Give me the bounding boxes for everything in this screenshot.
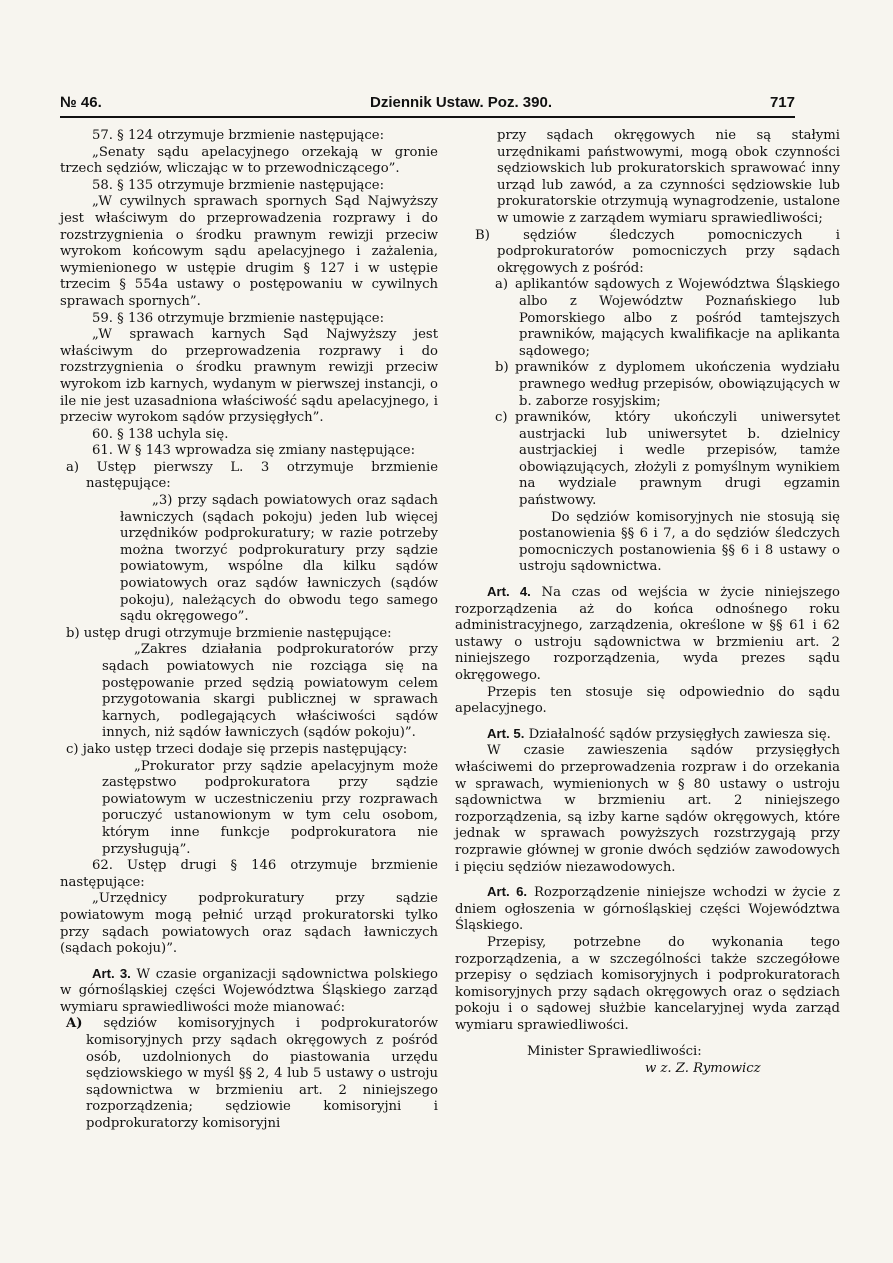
point-61-c-text: „Prokurator przy sądzie apelacyjnym może zastępstwo podprokuratora przy sądzie powiatowym w uczestniczeniu przy rozprawach poruczyć ustanowionym w tym celu osobom, którym inne funkcje podprokuratora nie przysługują”. bbox=[102, 758, 438, 857]
article-4-b: Przepis ten stosuje się odpowiednio do sądu apelacyjnego. bbox=[455, 684, 840, 717]
point-60: 60. § 138 uchyla się. bbox=[92, 426, 229, 442]
article-5 bbox=[455, 726, 840, 744]
article-3 bbox=[60, 966, 438, 1017]
article-3-b-list bbox=[455, 277, 840, 576]
article-3-a-text: sędziów komisoryjnych i podprokuratorów komisoryjnych przy sądach okręgowych z pośród osób, uzdolnionych do piastowania urzędu sędziowskiego w myśl §§ 2, 4 lub 5 ustawy o ustroju sądownictwa w brzmieniu art. 2 niniejszego rozporządzenia; sędziowie komisoryjni i podprokuratorzy komisoryjni bbox=[86, 1016, 438, 1132]
b-a-text: aplikantów sądowych z Województwa Śląskiego albo z Województw Poznańskiego lub Pomorskiego albo z pośród tamtejszych prawników, mających kwalifikacje na aplikanta sądowego; bbox=[515, 277, 840, 359]
point-58-text: „W cywilnych sprawach spornych Sąd Najwyższy jest właściwym do przeprowadzenia rozprawy i do rozstrzygnienia o środku prawnym rewizji przeciw wyrokom końcowym sądu apelacyjnego i zażalenia, wymienionego w ustępie drugim § 127 i w ustępie trzecim § 554a ustawy o postępowaniu w cywilnych sprawach spornych”. bbox=[60, 194, 438, 309]
page-header bbox=[60, 94, 795, 114]
article-6-text: Rozporządzenie niniejsze wchodzi w życie z dniem ogłoszenia w górnośląskiej części Województwa Śląskiego. bbox=[455, 885, 841, 934]
journal-title: Dziennik Ustaw. Poz. 390. bbox=[370, 94, 552, 111]
signature-title: Minister Sprawiedliwości: bbox=[527, 1044, 702, 1060]
article-4-label: Art. 4. bbox=[487, 584, 531, 600]
point-57-text: „Senaty sądu apelacyjnego orzekają w gronie trzech sędziów, wliczając w to przewodniczącego”. bbox=[60, 144, 438, 177]
article-5-label: Art. 5. bbox=[487, 725, 525, 741]
article-6-label: Art. 6. bbox=[487, 884, 528, 900]
article-5-text: W czasie zawieszenia sądów przysięgłych właściwemi do przeprowadzenia rozpraw i do orzekania w sprawach, wymienionych w § 80 ustawy o ustroju sądownictwa w brzmieniu art. 2 niniejszego rozporządzenia, są izby karne sądów okręgowych, które jednak w sprawach powyższych rozstrzygają przy rozprawie głównej w gronie dwóch sędziów zawodowych i pięciu sędziów niezawodowych. bbox=[455, 743, 840, 875]
article-3-b-b bbox=[495, 360, 840, 410]
article-3-a bbox=[60, 1016, 438, 1132]
journal-number: № 46. bbox=[60, 94, 102, 111]
point-61-c: c) jako ustęp trzeci dodaje się przepis następujący: bbox=[66, 741, 408, 757]
point-61-a: a) Ustęp pierwszy L. 3 otrzymuje brzmienie następujące: bbox=[66, 459, 438, 492]
header-rule bbox=[60, 116, 795, 118]
article-3-a-label: A) bbox=[66, 1016, 83, 1032]
article-3-b bbox=[455, 228, 840, 278]
point-61-b: b) ustęp drugi otrzymuje brzmienie następujące: bbox=[66, 625, 392, 641]
b-a-label: a) bbox=[495, 277, 509, 293]
article-3-note: Do sędziów komisoryjnych nie stosują się postanowienia §§ 6 i 7, a do sędziów śledczych pomocniczych postanowienia §§ 6 i 8 ustawy o ustroju sądownictwa. bbox=[519, 509, 840, 575]
point-59-text: „W sprawach karnych Sąd Najwyższy jest właściwym do przeprowadzenia rozprawy i do rozstrzygnienia o środku prawnym rewizji przeciw wyrokom izb karnych, wydanym w pierwszej instancji, o ile nie jest uzasadniona właściwość sądu apelacyjnego, i przeciw wyrokom sądów przysięgłych”. bbox=[60, 327, 438, 426]
point-59: 59. § 136 otrzymuje brzmienie następujące: bbox=[92, 310, 385, 326]
page-number: 717 bbox=[769, 94, 795, 111]
article-3-b-c bbox=[495, 410, 840, 510]
article-3-text: W czasie organizacji sądownictwa polskiego w górnośląskiej części Województwa Śląskiego zarząd wymiaru sprawiedliwości może mianować: bbox=[60, 966, 438, 1015]
b-b-text: prawników z dyplomem ukończenia wydziału prawnego według przepisów, obowiązujących w b. zaborze rosyjskim; bbox=[515, 360, 840, 409]
b-c-label: c) bbox=[495, 410, 508, 426]
article-3-b-text: sędziów śledczych pomocniczych i podprokuratorów pomocniczych przy sądach okręgowych z pośród: bbox=[497, 227, 840, 276]
b-b-label: b) bbox=[495, 360, 509, 376]
article-6-b: Przepisy, potrzebne do wykonania tego rozporządzenia, a w szczególności także szczegółowe przepisy o sędziach komisoryjnych i podprokuratorach komisoryjnych przy sądach okręgowych oraz o sędziach pokoju i o sądowej służbie kancelaryjnej wyda zarząd wymiaru sprawiedliwości. bbox=[455, 934, 840, 1033]
point-61: 61. W § 143 wprowadza się zmiany następujące: bbox=[92, 443, 416, 459]
left-column bbox=[60, 128, 438, 1133]
article-6 bbox=[455, 884, 840, 935]
article-5-title: Działalność sądów przysięgłych zawiesza się. bbox=[528, 726, 831, 742]
article-4 bbox=[455, 584, 840, 685]
article-3-label: Art. 3. bbox=[92, 965, 131, 981]
right-column bbox=[455, 128, 840, 1078]
article-4-text: Na czas od wejścia w życie niniejszego rozporządzenia aż do końca odnośnego roku administracyjnego, zarządzenia, określone w §§ 61 i 62 ustawy o ustroju sądownictwa w brzmieniu art. 2 niniejszego rozporządzenia, wyda prezes sądu okręgowego. bbox=[455, 585, 841, 683]
b-c-text: prawników, który ukończyli uniwersytet austrjacki lub uniwersytet b. dzielnicy austrjackiej i wedle przepisów, tamże obowiązujących, złożyli z pomyślnym wynikiem na wydziale prawnym drugi egzamin państwowy. bbox=[515, 410, 840, 509]
point-61-a-text: „3) przy sądach powiatowych oraz sądach ławniczych (sądach pokoju) jeden lub więcej urzędników podprokuratury; w razie potrzeby można tworzyć podprokuratury przy sądzie powiatowym, wspólne dla kilku sądów powiatowych oraz sądów ławniczych (sądów pokoju), należących do obwodu tego samego sądu okręgowego”. bbox=[120, 493, 438, 625]
point-58: 58. § 135 otrzymuje brzmienie następujące: bbox=[92, 177, 385, 193]
point-62: 62. Ustęp drugi § 146 otrzymuje brzmienie następujące: bbox=[60, 858, 438, 890]
signature-name: w z. Z. Rymowicz bbox=[645, 1061, 761, 1077]
article-3-a-cont: przy sądach okręgowych nie są stałymi urzędnikami państwowymi, mogą obok czynności sędziowskich lub prokuratorskich sprawować inny urząd lub zawód, a za czynności sędziowskie lub prokuratorskie otrzymują wynagrodzenie, ustalone w umowie z zarządem wymiaru sprawiedliwości; bbox=[497, 128, 840, 226]
article-3-b-label: B) bbox=[475, 227, 490, 243]
point-62-text: „Urzędnicy podprokuratury przy sądzie powiatowym mogą pełnić urząd prokuratorski tylko przy sądach powiatowych oraz sądach ławniczych (sądach pokoju)”. bbox=[60, 891, 438, 957]
point-57: 57. § 124 otrzymuje brzmienie następujące: bbox=[92, 128, 385, 143]
point-61-b-text: „Zakres działania podprokuratorów przy sądach powiatowych nie rozciąga się na postępowanie przed sędzią powiatowym celem przygotowania skargi publicznej w sprawach karnych, podlegających właściwości sądów innych, niż sądów ławniczych (sądów pokoju)”. bbox=[102, 642, 438, 741]
article-3-b-a bbox=[495, 277, 840, 360]
